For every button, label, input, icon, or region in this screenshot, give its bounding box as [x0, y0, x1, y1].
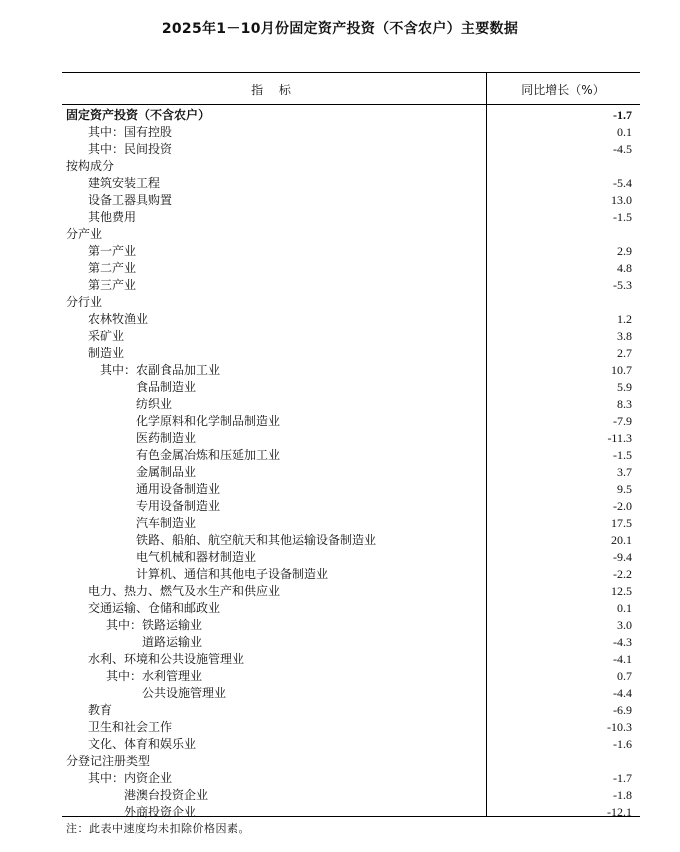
- table-row: [62, 651, 640, 668]
- row-label: 道路运输业: [142, 635, 203, 649]
- row-label: 汽车制造业: [136, 516, 197, 530]
- row-label: 其中：内资企业: [88, 771, 173, 785]
- row-label: 通用设备制造业: [136, 482, 221, 496]
- row-label: 交通运输、仓储和邮政业: [88, 601, 221, 615]
- table-row: [62, 413, 640, 430]
- table-row: [62, 175, 640, 192]
- row-label: 第一产业: [88, 244, 137, 258]
- row-label: 其中：水利管理业: [106, 669, 203, 683]
- row-value: 2.9: [617, 244, 632, 258]
- row-label: 采矿业: [88, 329, 125, 343]
- row-value: -10.3: [607, 720, 632, 734]
- row-value: 3.8: [617, 329, 632, 343]
- row-value: 0.7: [617, 669, 632, 683]
- table-row: [62, 107, 640, 124]
- row-label: 铁路、船舶、航空航天和其他运输设备制造业: [136, 533, 377, 547]
- table-row: [62, 294, 640, 311]
- table-row: [62, 226, 640, 243]
- row-value: -2.2: [613, 567, 632, 581]
- row-value: -1.7: [613, 108, 632, 122]
- table-row: [62, 549, 640, 566]
- table-row: [62, 804, 640, 821]
- row-label: 其中：国有控股: [88, 125, 173, 139]
- row-label: 专用设备制造业: [136, 499, 221, 513]
- row-label: 文化、体育和娱乐业: [88, 737, 197, 751]
- row-label: 食品制造业: [136, 380, 197, 394]
- table-row: [62, 515, 640, 532]
- row-label: 分行业: [66, 295, 103, 309]
- table-row: [62, 685, 640, 702]
- row-value: 5.9: [617, 380, 632, 394]
- row-value: 0.1: [617, 601, 632, 615]
- table-row: [62, 124, 640, 141]
- table-row: [62, 379, 640, 396]
- row-value: -4.5: [613, 142, 632, 156]
- row-value: -5.3: [613, 278, 632, 292]
- row-label: 电力、热力、燃气及水生产和供应业: [88, 584, 281, 598]
- row-label: 第二产业: [88, 261, 137, 275]
- row-value: -1.5: [613, 210, 632, 224]
- row-label: 金属制品业: [136, 465, 197, 479]
- table-row: [62, 600, 640, 617]
- row-label: 其中：民间投资: [88, 142, 173, 156]
- table-row: [62, 362, 640, 379]
- table-row: [62, 481, 640, 498]
- row-label: 化学原料和化学制品制造业: [136, 414, 281, 428]
- table-row: [62, 192, 640, 209]
- table-top-rule: [62, 72, 640, 73]
- row-value: -4.3: [613, 635, 632, 649]
- row-value: 13.0: [611, 193, 632, 207]
- table-row: [62, 668, 640, 685]
- table-row: [62, 787, 640, 804]
- row-label: 电气机械和器材制造业: [136, 550, 257, 564]
- table-row: [62, 702, 640, 719]
- row-value: 12.5: [611, 584, 632, 598]
- row-label: 分产业: [66, 227, 103, 241]
- row-label: 教育: [88, 703, 113, 717]
- row-value: -6.9: [613, 703, 632, 717]
- row-value: 3.7: [617, 465, 632, 479]
- row-value: 3.0: [617, 618, 632, 632]
- row-label: 其中：铁路运输业: [106, 618, 203, 632]
- table-header-rule: [62, 104, 640, 105]
- table-row: [62, 345, 640, 362]
- table-row: [62, 430, 640, 447]
- row-value: -11.3: [607, 431, 632, 445]
- row-value: -4.4: [613, 686, 632, 700]
- row-value: 8.3: [617, 397, 632, 411]
- table-row: [62, 753, 640, 770]
- row-value: -1.5: [613, 448, 632, 462]
- row-label: 其他费用: [88, 210, 137, 224]
- table-row: [62, 328, 640, 345]
- row-value: -1.6: [613, 737, 632, 751]
- table-row: [62, 141, 640, 158]
- row-label: 制造业: [88, 346, 125, 360]
- table-row: [62, 719, 640, 736]
- table-row: [62, 634, 640, 651]
- row-label: 固定资产投资（不含农户）: [66, 108, 211, 122]
- row-label: 公共设施管理业: [142, 686, 227, 700]
- row-label: 农林牧渔业: [88, 312, 149, 326]
- column-header-indicator: 指 标: [251, 83, 297, 97]
- row-value: 1.2: [617, 312, 632, 326]
- table-row: [62, 311, 640, 328]
- row-value: -12.1: [607, 805, 632, 819]
- row-value: -7.9: [613, 414, 632, 428]
- table-row: [62, 566, 640, 583]
- row-label: 设备工器具购置: [88, 193, 173, 207]
- row-value: 17.5: [611, 516, 632, 530]
- table-row: [62, 209, 640, 226]
- row-value: 2.7: [617, 346, 632, 360]
- row-label: 纺织业: [136, 397, 173, 411]
- table-row: [62, 464, 640, 481]
- row-value: 4.8: [617, 261, 632, 275]
- table-row: [62, 532, 640, 549]
- table-row: [62, 158, 640, 175]
- row-value: -4.1: [613, 652, 632, 666]
- table-row: [62, 277, 640, 294]
- table-row: [62, 617, 640, 634]
- row-value: 0.1: [617, 125, 632, 139]
- footnote: 注：此表中速度均未扣除价格因素。: [66, 822, 250, 835]
- row-label: 有色金属冶炼和压延加工业: [136, 448, 281, 462]
- table-row: [62, 396, 640, 413]
- row-label: 其中：农副食品加工业: [100, 363, 221, 377]
- table-row: [62, 447, 640, 464]
- row-label: 医药制造业: [136, 431, 197, 445]
- row-label: 卫生和社会工作: [88, 720, 173, 734]
- row-value: 20.1: [611, 533, 632, 547]
- row-value: -9.4: [613, 550, 632, 564]
- table-row: [62, 583, 640, 600]
- row-value: -1.8: [613, 788, 632, 802]
- page-title: 2025年1－10月份固定资产投资（不含农户）主要数据: [161, 21, 519, 37]
- row-label: 分登记注册类型: [66, 754, 151, 768]
- table-row: [62, 498, 640, 515]
- column-header-growth: 同比增长（%）: [521, 83, 605, 97]
- row-label: 外商投资企业: [124, 805, 197, 819]
- row-label: 第三产业: [88, 278, 137, 292]
- row-value: -1.7: [613, 771, 632, 785]
- row-value: 10.7: [611, 363, 632, 377]
- row-label: 建筑安装工程: [88, 176, 161, 190]
- table-row: [62, 736, 640, 753]
- row-label: 按构成分: [66, 159, 115, 173]
- table-row: [62, 260, 640, 277]
- table-body: [62, 107, 640, 821]
- row-label: 水利、环境和公共设施管理业: [88, 652, 245, 666]
- table-row: [62, 770, 640, 787]
- table-row: [62, 243, 640, 260]
- row-value: -2.0: [613, 499, 632, 513]
- row-label: 计算机、通信和其他电子设备制造业: [136, 567, 329, 581]
- row-label: 港澳台投资企业: [124, 788, 209, 802]
- row-value: -5.4: [613, 176, 632, 190]
- row-value: 9.5: [617, 482, 632, 496]
